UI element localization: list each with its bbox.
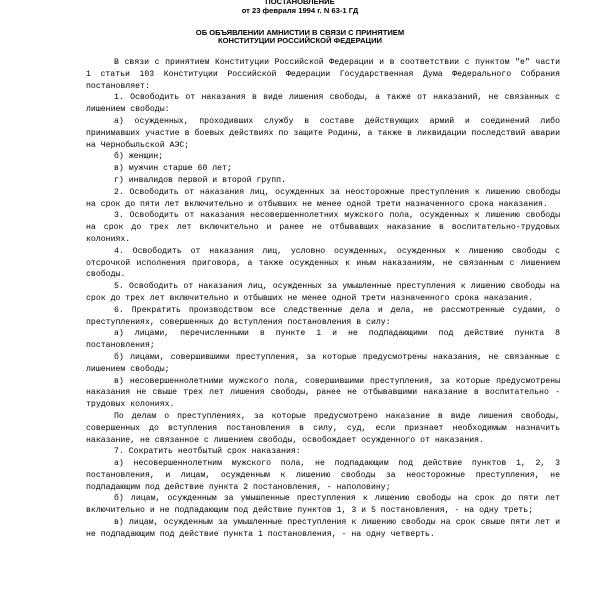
paragraph-item-6a: а) лицами, перечисленными в пункте 1 и не подпадающими под действие пункта 8 постановления;: [86, 329, 560, 351]
paragraph-item-6-note: По делам о преступлениях, за которые предусмотрено наказание в виде лишения свободы, совершенных до вступления постановления в силу, суд, если признает необходимым назначить наказание, не связанное с лишением свободы, освобождает осужденного от наказания.: [86, 411, 560, 445]
paragraph-item-5: 5. Освободить от наказания лиц, осужденных за умышленные преступления к лишению свободы на срок до трех лет включительно и отбывших не менее одной трети назначенного срока наказания.: [86, 282, 560, 303]
document-title-line-1: ОБ ОБЪЯВЛЕНИИ АМНИСТИИ В СВЯЗИ С ПРИНЯТИЕМ: [195, 28, 405, 37]
paragraph-preamble: В связи с принятием Конституции Российской Федерации и в соответствии с пунктом "е" части 1 статьи 103 Конституции Российской Федерации Государственная Дума Федерального Собрания постановляет:: [86, 58, 560, 91]
paragraph-item-2: 2. Освободить от наказания лиц, осужденных за неосторожные преступления к лишению свободы на срок до пяти лет включительно и отбывших не менее одной трети назначенного срока наказания.: [86, 187, 560, 209]
paragraph-item-6b: б) лицами, совершившими преступления, за которые предусмотрены наказания, не связанные с лишением свободы;: [86, 352, 560, 374]
paragraph-item-7a: а) несовершеннолетним мужского пола, не подпадающим под действие пунктов 1, 2, 3 постановления, и лицам, осужденным к лишению свободы за неосторожные преступления, не подпадающим под действие пункта 2 постановления, - наполовину;: [86, 459, 560, 492]
paragraph-item-1v: в) мужчин старше 60 лет;: [114, 164, 232, 174]
paragraph-item-6v: в) несовершеннолетними мужского пола, совершившими преступления, за которые предусмотрены наказания не свыше трех лет лишения свободы, ранее не отбывавшими наказание в воспитательно - трудовых колониях.: [86, 376, 560, 410]
paragraph-item-7v: в) лицам, осужденным за умышленные преступления к лишению свободы на срок свыше пяти лет и не подпадающим под действие пункта 1 постановления, - на одну четверть.: [86, 518, 560, 539]
paragraph-item-3: 3. Освободить от наказания несовершеннолетних мужского пола, осужденных к лишению свободы на срок до трех лет включительно и ранее не отбывавших наказание в воспитательно-трудовых колониях.: [86, 211, 560, 244]
paragraph-item-1b: б) женщин;: [114, 152, 164, 162]
paragraph-item-7b: б) лицам, осужденным за умышленные преступления к лишению свободы на срок до пяти лет включительно и не подпадающим под действие пунктов 1, 3 и 5 постановления, - на одну треть;: [86, 494, 560, 516]
document-type: ПОСТАНОВЛЕНИЕ: [265, 0, 335, 6]
paragraph-item-6: 6. Прекратить производством все следственные дела и дела, не рассмотренные судами, о преступлениях, совершенных до вступления постановления в силу:: [86, 305, 560, 327]
paragraph-item-1g: г) инвалидов первой и второй групп.: [114, 175, 286, 185]
paragraph-item-1a: а) осужденных, проходивших службу в составе действующих армий и соединений либо принимавших участие в боевых действиях по защите Родины, а также в ликвидации последствий аварии на Чернобыльской АЭС;: [86, 116, 560, 150]
document-title-line-2: КОНСТИТУЦИИ РОССИЙСКОЙ ФЕДЕРАЦИИ: [217, 36, 383, 45]
paragraph-item-7: 7. Сократить неотбытый срок наказания:: [114, 447, 301, 457]
paragraph-item-1: 1. Освободить от наказания в виде лишения свободы, а также от наказаний, не связанных с лишением свободы:: [86, 93, 560, 115]
paragraph-item-4: 4. Освободить от наказания лиц, условно осужденных, осужденных к лишению свободы с отсрочкой исполнения приговора, а также осужденных к иным наказаниям, не связанным с лишением свободы.: [86, 246, 560, 280]
document-body: [86, 57, 560, 541]
document-date-number: от 23 февраля 1994 г. N 63-1 ГД: [241, 6, 359, 15]
